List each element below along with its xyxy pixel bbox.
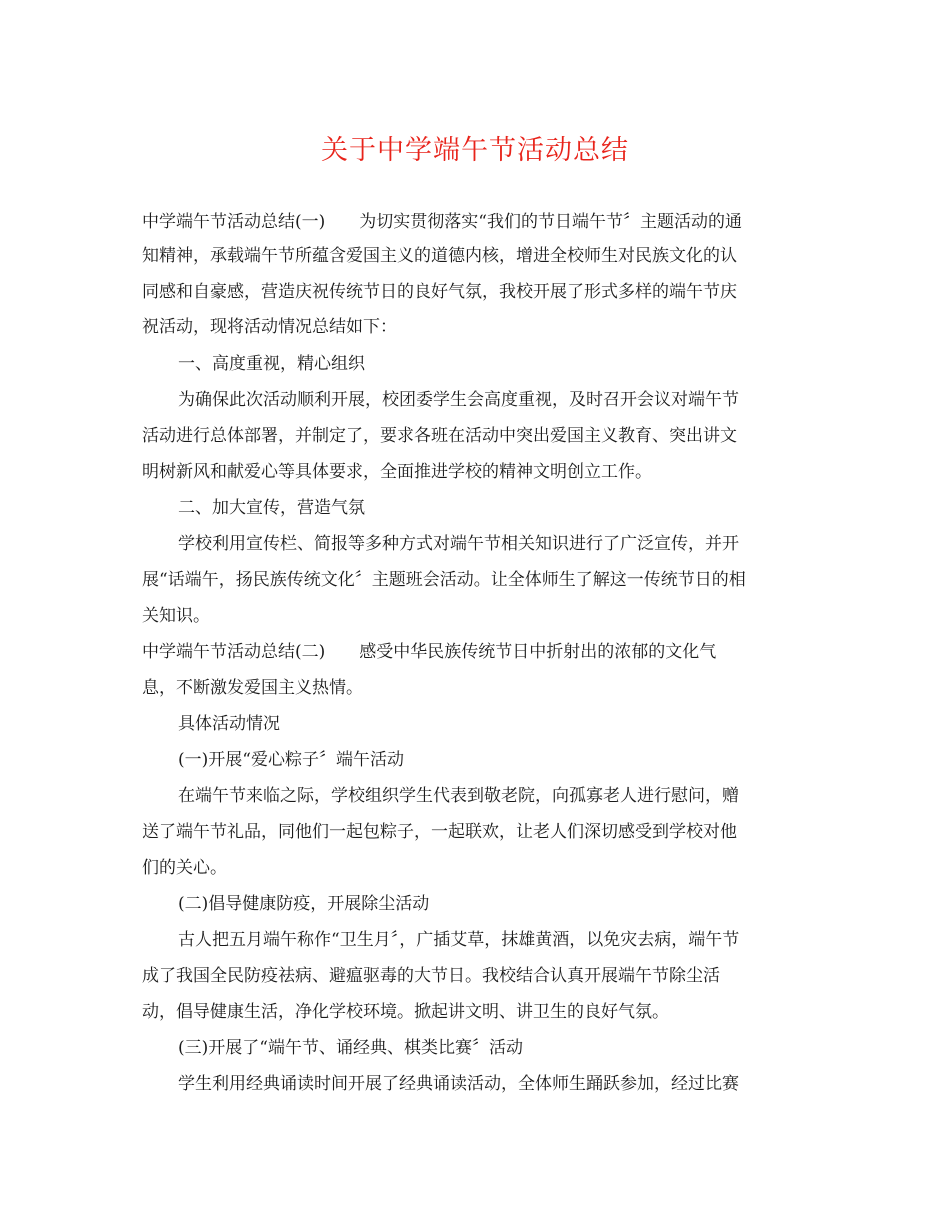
paragraph-line: 中学端午节活动总结(二) 感受中华民族传统节日中折射出的浓郁的文化气 <box>142 642 717 662</box>
paragraph-line: 祝活动，现将活动情况总结如下： <box>142 317 397 337</box>
paragraph-line: 息，不断激发爱国主义热情。 <box>142 678 363 698</box>
paragraph-line: 学校利用宣传栏、简报等多种方式对端午节相关知识进行了广泛宣传，并开 <box>178 534 739 554</box>
paragraph-line: 关知识。 <box>142 606 210 626</box>
paragraph-line: 动，倡导健康生活，净化学校环境。掀起讲文明、讲卫生的良好气氛。 <box>142 1002 669 1022</box>
paragraph-line: 中学端午节活动总结(一) 为切实贯彻落实“我们的节日端午节〞主题活动的通 <box>142 212 742 232</box>
paragraph-line: 送了端午节礼品，同他们一起包粽子，一起联欢，让老人们深切感受到学校对他 <box>142 822 737 842</box>
paragraph-line: 在端午节来临之际，学校组织学生代表到敬老院，向孤寡老人进行慰问，赠 <box>178 786 739 806</box>
paragraph-line: 同感和自豪感，营造庆祝传统节日的良好气氛，我校开展了形式多样的端午节庆 <box>142 282 737 302</box>
section-heading: 一、高度重视，精心组织 <box>178 354 365 374</box>
section-heading: (三)开展了“端午节、诵经典、棋类比赛〞活动 <box>178 1038 523 1058</box>
paragraph-line: 知精神，承载端午节所蕴含爱国主义的道德内核，增进全校师生对民族文化的认 <box>142 246 737 266</box>
section-heading: 具体活动情况 <box>178 714 280 734</box>
section-heading: (二)倡导健康防疫，开展除尘活动 <box>178 894 430 914</box>
paragraph-line: 为确保此次活动顺利开展，校团委学生会高度重视，及时召开会议对端午节 <box>178 390 739 410</box>
paragraph-line: 明树新风和献爱心等具体要求，全面推进学校的精神文明创立工作。 <box>142 462 652 482</box>
paragraph-line: 展“话端午，扬民族传统文化〞主题班会活动。让全体师生了解这一传统节日的相 <box>142 570 746 590</box>
paragraph-line: 学生利用经典诵读时间开展了经典诵读活动，全体师生踊跃参加，经过比赛 <box>178 1074 739 1094</box>
document-title: 关于中学端午节活动总结 <box>321 135 629 166</box>
paragraph-line: 古人把五月端午称作“卫生月〞，广插艾草，抹雄黄酒，以免灾去病，端午节 <box>178 930 740 950</box>
section-heading: 二、加大宣传，营造气氛 <box>178 498 365 518</box>
paragraph-line: 们的关心。 <box>142 858 227 878</box>
paragraph-line: 活动进行总体部署，并制定了，要求各班在活动中突出爱国主义教育、突出讲文 <box>142 426 737 446</box>
section-heading: (一)开展“爱心粽子〞端午活动 <box>178 750 404 770</box>
paragraph-line: 成了我国全民防疫祛病、避瘟驱毒的大节日。我校结合认真开展端午节除尘活 <box>142 966 720 986</box>
